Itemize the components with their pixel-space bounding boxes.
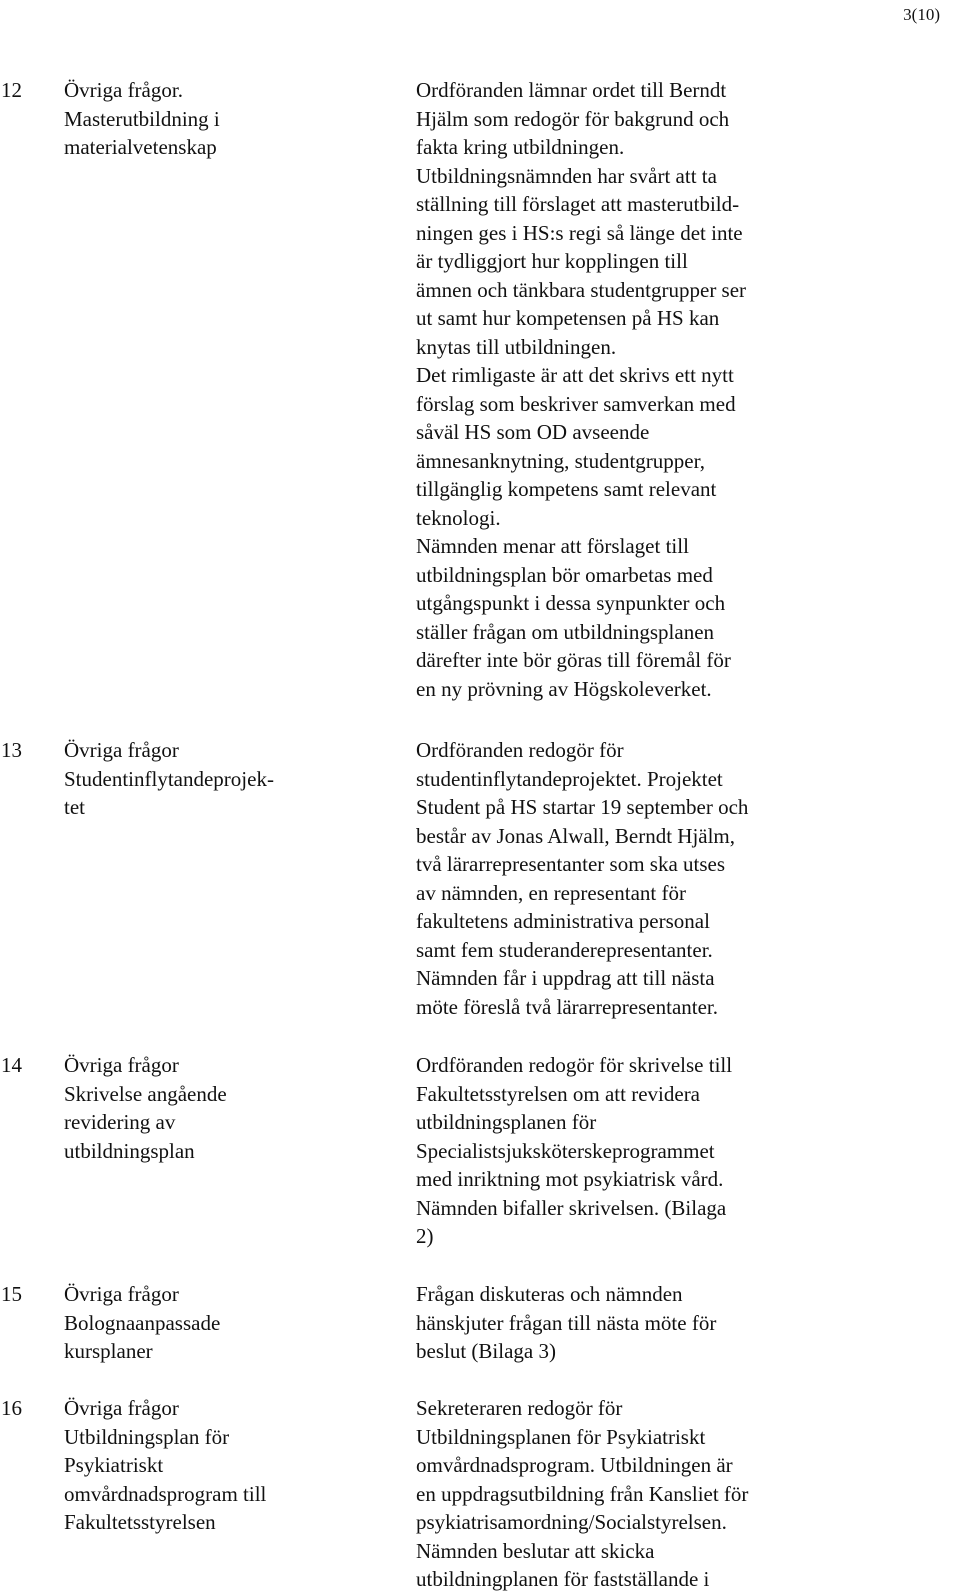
item-body xyxy=(416,1394,946,1594)
body-line: Sekreteraren redogör för xyxy=(416,1396,623,1420)
body-line: teknologi. xyxy=(416,505,501,530)
body-line: ämnesanknytning, studentgrupper, xyxy=(416,448,706,473)
body-line: en ny prövning av Högskoleverket. xyxy=(416,676,712,701)
body-line: Nämnden får i uppdrag att till nästa xyxy=(416,966,715,990)
body-line: Utbildningsplanen för Psykiatriskt xyxy=(416,1424,706,1449)
topic-line: Övriga frågor xyxy=(64,1282,179,1306)
body-line: studentinflytandeprojektet. Projektet xyxy=(416,766,723,791)
body-line: ningen ges i HS:s regi så länge det inte xyxy=(416,220,743,245)
body-line: av nämnden, en representant för xyxy=(416,880,686,905)
item-number: 13 xyxy=(1,738,22,762)
item-number: 14 xyxy=(1,1053,22,1077)
topic-line: Psykiatriskt xyxy=(64,1453,164,1477)
body-line: utbildningsplan bör omarbetas med xyxy=(416,562,713,587)
topic-line: Skrivelse angående xyxy=(64,1081,227,1106)
item-body xyxy=(416,1051,946,1251)
body-line: två lärarrepresentanter som ska utses xyxy=(416,852,726,876)
body-line: Hjälm som redogör för bakgrund och xyxy=(416,106,730,131)
topic-line: Övriga frågor. xyxy=(64,78,183,102)
body-line: ut samt hur kompetensen på HS kan xyxy=(416,306,720,330)
body-line: Ordföranden redogör för xyxy=(416,738,624,762)
topic-line: kursplaner xyxy=(64,1339,153,1363)
body-line: med inriktning mot psykiatrisk vård. xyxy=(416,1167,724,1191)
item-number: 12 xyxy=(1,78,22,102)
body-line: psykiatrisamordning/Socialstyrelsen. xyxy=(416,1510,727,1534)
body-line: Student på HS startar 19 september och xyxy=(416,795,749,819)
body-line: hänskjuter frågan till nästa möte för xyxy=(416,1310,717,1335)
body-line: ämnen och tänkbara studentgrupper ser xyxy=(416,277,747,302)
body-line: därefter inte bör göras till föremål för xyxy=(416,648,731,672)
body-line: förslag som beskriver samverkan med xyxy=(416,391,736,416)
topic-line: tet xyxy=(64,795,85,819)
body-line: utbildningplanen för fastställande i xyxy=(416,1567,710,1591)
topic-line: Studentinflytandeprojek- xyxy=(64,766,274,791)
body-line: möte föreslå två lärarrepresentanter. xyxy=(416,994,719,1019)
topic-line: Bolognaanpassade xyxy=(64,1310,221,1335)
item-topic xyxy=(64,76,394,162)
body-line: omvårdnadsprogram. Utbildningen är xyxy=(416,1453,733,1477)
body-line: Fakultetsstyrelsen om att revidera xyxy=(416,1081,701,1106)
item-topic xyxy=(64,736,394,822)
item-body xyxy=(416,736,946,1021)
item-topic xyxy=(64,1394,394,1537)
body-line: samt fem studeranderepresentanter. xyxy=(416,937,713,962)
body-line: beslut (Bilaga 3) xyxy=(416,1339,556,1363)
body-line: utgångspunkt i dessa synpunkter och xyxy=(416,591,726,615)
item-number: 15 xyxy=(1,1282,22,1306)
body-line: ställer frågan om utbildningsplanen xyxy=(416,619,715,644)
body-line: utbildningsplanen för xyxy=(416,1110,597,1134)
item-topic xyxy=(64,1051,394,1165)
body-line: 2) xyxy=(416,1224,434,1248)
topic-line: Fakultetsstyrelsen xyxy=(64,1510,216,1534)
body-line: Nämnden beslutar att skicka xyxy=(416,1538,655,1563)
topic-line: Övriga frågor xyxy=(64,738,179,762)
body-line: Frågan diskuteras och nämnden xyxy=(416,1282,683,1306)
body-line: Nämnden bifaller skrivelsen. (Bilaga xyxy=(416,1195,727,1220)
item-topic xyxy=(64,1280,394,1366)
topic-line: omvårdnadsprogram till xyxy=(64,1481,267,1506)
topic-line: Utbildningsplan för xyxy=(64,1424,230,1449)
body-line: såväl HS som OD avseende xyxy=(416,420,650,444)
body-line: är tydliggjort hur kopplingen till xyxy=(416,249,688,273)
body-line: Det rimligaste är att det skrivs ett nytt xyxy=(416,363,734,387)
body-line: en uppdragsutbildning från Kansliet för xyxy=(416,1481,749,1506)
topic-line: Övriga frågor xyxy=(64,1396,179,1420)
body-line: ställning till förslaget att masterutbild- xyxy=(416,192,740,216)
item-body xyxy=(416,1280,946,1366)
topic-line: utbildningsplan xyxy=(64,1138,195,1163)
body-line: Ordföranden lämnar ordet till Berndt xyxy=(416,78,727,102)
topic-line: Övriga frågor xyxy=(64,1053,179,1077)
body-line: fakultetens administrativa personal xyxy=(416,909,710,933)
item-number: 16 xyxy=(1,1396,22,1420)
topic-line: revidering av xyxy=(64,1110,176,1134)
item-body xyxy=(416,76,946,703)
body-line: Specialistsjuksköterskeprogrammet xyxy=(416,1138,715,1163)
body-line: fakta kring utbildningen. xyxy=(416,135,625,159)
body-line: består av Jonas Alwall, Berndt Hjälm, xyxy=(416,823,736,848)
body-line: Nämnden menar att förslaget till xyxy=(416,534,689,558)
body-line: tillgänglig kompetens samt relevant xyxy=(416,477,717,501)
body-line: knytas till utbildningen. xyxy=(416,334,617,359)
topic-line: materialvetenskap xyxy=(64,135,217,159)
page-number: 3(10) xyxy=(903,5,940,24)
body-line: Utbildningsnämnden har svårt att ta xyxy=(416,163,717,188)
body-line: Ordföranden redogör för skrivelse till xyxy=(416,1053,733,1077)
topic-line: Masterutbildning i xyxy=(64,106,220,131)
